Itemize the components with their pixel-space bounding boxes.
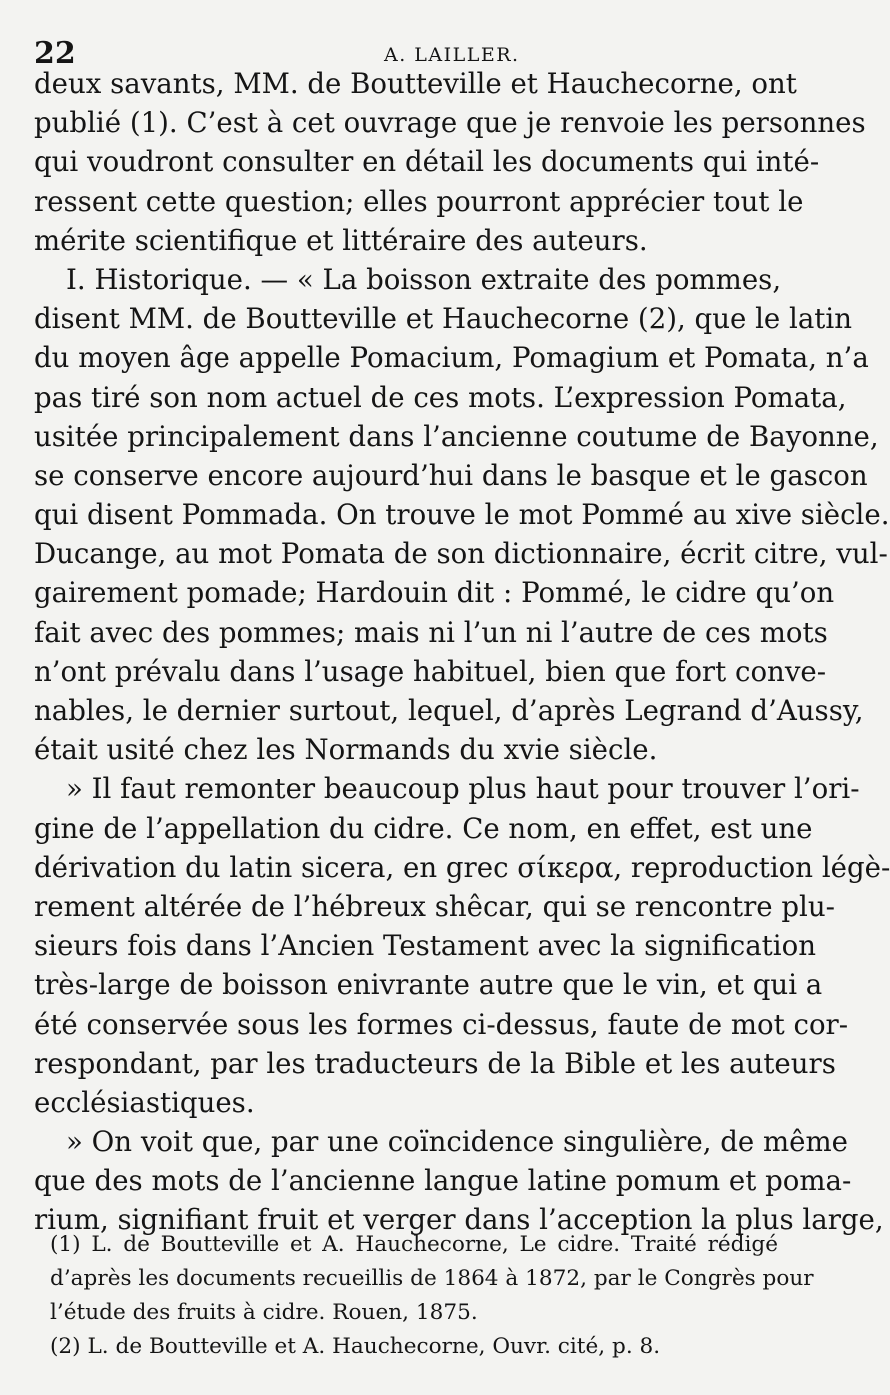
text-line: » Il faut remonter beaucoup plus haut pour trouver l’ori-: [66, 772, 860, 806]
text-line: sieurs fois dans l’Ancien Testament avec la signification: [34, 929, 816, 963]
text-line: pas tiré son nom actuel de ces mots. L’expression Pomata,: [34, 380, 847, 414]
text-line: deux savants, MM. de Boutteville et Hauchecorne, ont: [34, 67, 797, 100]
text-line: se conserve encore aujourd’hui dans le basque et le gascon: [34, 458, 868, 492]
page-number: 22: [34, 36, 76, 71]
text-line: que des mots de l’ancienne langue latine pomum et poma-: [34, 1164, 852, 1198]
body-text: [34, 64, 890, 1240]
text-line: qui voudront consulter en détail les documents qui inté-: [34, 145, 820, 179]
running-head: A. LAILLER.: [384, 44, 520, 66]
text-line: fait avec des pommes; mais ni l’un ni l’autre de ces mots: [34, 615, 828, 649]
text-line: publié (1). C’est à cet ouvrage que je renvoie les personnes: [34, 106, 866, 140]
text-line: dérivation du latin sicera, en grec σίκερα, reproduction légè-: [34, 850, 890, 884]
text-line: gairement pomade; Hardouin dit : Pommé, le cidre qu’on: [34, 576, 835, 610]
text-line: mérite scientifique et littéraire des auteurs.: [34, 223, 648, 257]
footnote-line: l’étude des fruits à cidre. Rouen, 1875.: [50, 1300, 478, 1325]
text-line: I. Historique. — « La boisson extraite des pommes,: [66, 262, 782, 296]
text-line: nables, le dernier surtout, lequel, d’après Legrand d’Aussy,: [34, 694, 864, 727]
text-line: gine de l’appellation du cidre. Ce nom, en effet, est une: [34, 811, 813, 845]
text-line: été conservée sous les formes ci-dessus, faute de mot cor-: [34, 1007, 849, 1041]
text-line: rement altérée de l’hébreux shêcar, qui se rencontre plu-: [34, 889, 835, 923]
text-line: rium, signifiant fruit et verger dans l’acception la plus large,: [34, 1203, 884, 1237]
footnote-line: (2) L. de Boutteville et A. Hauchecorne, Ouvr. cité, p. 8.: [50, 1334, 661, 1359]
text-line: respondant, par les traducteurs de la Bible et les auteurs: [34, 1046, 836, 1080]
text-line: ressent cette question; elles pourront apprécier tout le: [34, 184, 804, 218]
footnote-line: (1) L. de Boutteville et A. Hauchecorne, Le cidre. Traité rédigé: [50, 1232, 778, 1257]
text-line: ecclésiastiques.: [34, 1085, 255, 1119]
footnotes: [50, 1228, 814, 1364]
text-line: usitée principalement dans l’ancienne coutume de Bayonne,: [34, 419, 879, 453]
text-line: Ducange, au mot Pomata de son dictionnaire, écrit citre, vul-: [34, 537, 888, 571]
footnote-line: d’après les documents recueillis de 1864 à 1872, par le Congrès pour: [50, 1266, 814, 1291]
text-line: n’ont prévalu dans l’usage habituel, bien que fort conve-: [34, 654, 827, 688]
text-line: était usité chez les Normands du xvie siècle.: [34, 733, 658, 767]
text-line: disent MM. de Boutteville et Hauchecorne (2), que le latin: [34, 302, 852, 336]
text-line: très-large de boisson enivrante autre que le vin, et qui a: [34, 968, 823, 1002]
text-line: du moyen âge appelle Pomacium, Pomagium et Pomata, n’a: [34, 341, 869, 375]
text-line: » On voit que, par une coïncidence singulière, de même: [66, 1125, 848, 1159]
text-line: qui disent Pommada. On trouve le mot Pommé au xive siècle.: [34, 498, 890, 532]
